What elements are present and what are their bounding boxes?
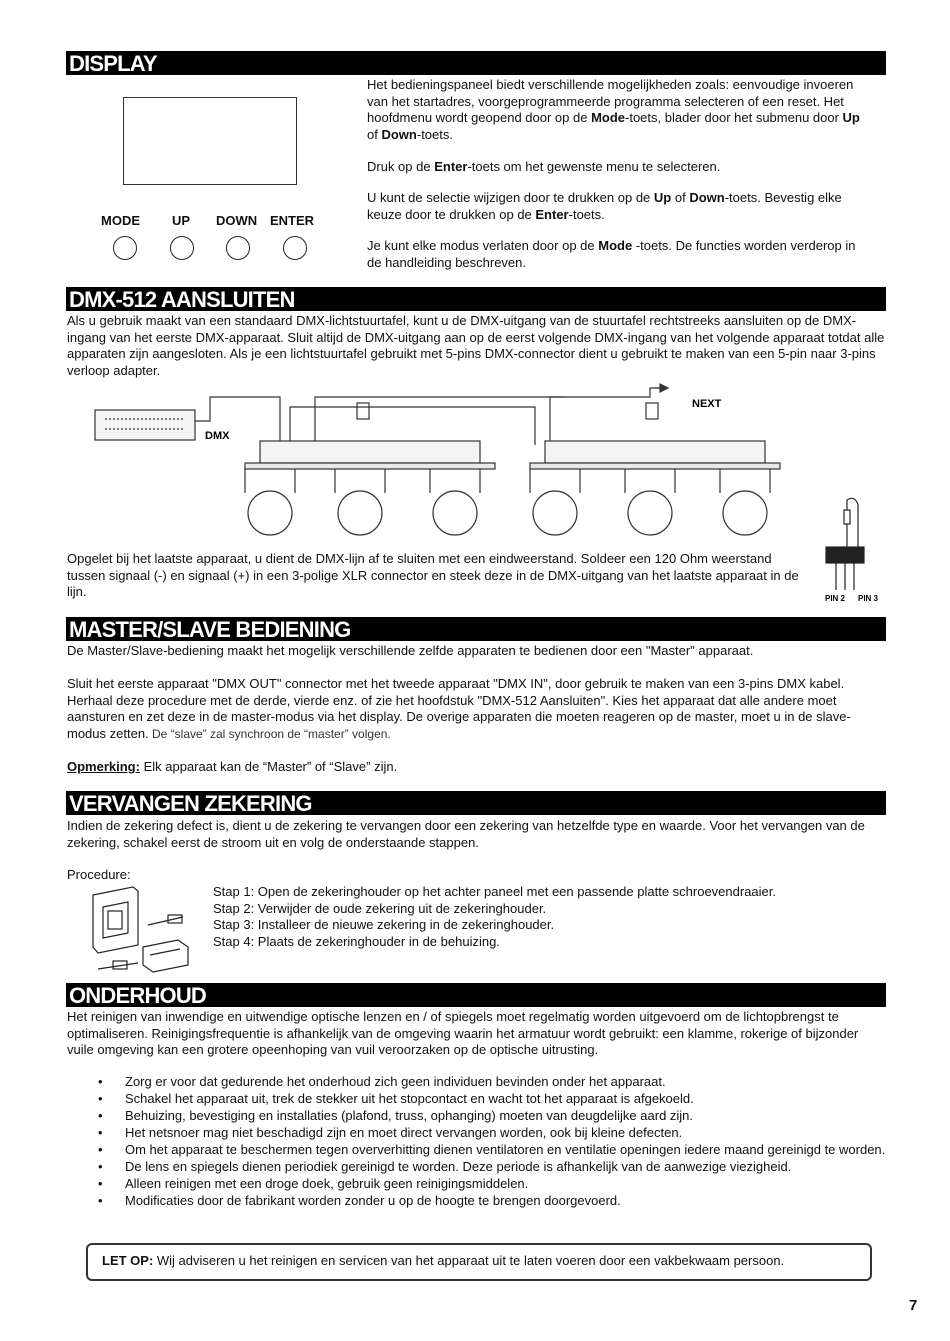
fuse-procedure-label: Procedure:	[67, 867, 131, 882]
fuse-step-1: Stap 1: Open de zekeringhouder op het achter paneel met een passende platte schroevendraaier.	[213, 884, 776, 899]
page-number: 7	[909, 1297, 918, 1314]
enter-button-icon	[283, 236, 307, 260]
fuse-step-3: Stap 3: Installeer de nieuwe zekering in de zekeringhouder.	[213, 917, 555, 932]
section-heading-maintenance: ONDERHOUD	[66, 983, 886, 1007]
display-paragraph-3: U kunt de selectie wijzigen door te drukken op de Up of Down-toets. Bevestig elke keuze door te drukken op de Enter-toets.	[367, 190, 842, 222]
note-label: LET OP:	[102, 1253, 154, 1268]
section-heading-dmx: DMX-512 AANSLUITEN	[66, 287, 886, 311]
list-item: • Schakel het apparaat uit, trek de stekker uit het stopcontact en wacht tot het apparaat is afgekoeld.	[98, 1091, 888, 1108]
button-label-mode: MODE	[101, 213, 140, 228]
list-item: • De lens en spiegels dienen periodiek gereinigd te worden. Deze periode is afhankelijk van de aanwezige viezigheid.	[98, 1159, 888, 1176]
master-paragraph-1: De Master/Slave-bediening maakt het mogelijk verschillende zelfde apparaten te bedienen door een "Master" apparaat.	[67, 643, 754, 658]
dmx-paragraph-2: Opgelet bij het laatste apparaat, u dient de DMX-lijn af te sluiten met een eindweerstand. Soldeer een 120 Ohm weerstand tussen signaal (-) en signaal (+) in een 3-polige XLR connector en steek deze in de DMX-uitgang van het laatste apparaat in de lijn.	[67, 551, 799, 599]
warning-note-box	[86, 1243, 872, 1281]
note-text: Wij adviseren u het reinigen en servicen van het apparaat uit te laten voeren door een vakbekwaam persoon.	[153, 1253, 785, 1268]
diagram-label-next: NEXT	[692, 398, 722, 410]
fuse-step-2: Stap 2: Verwijder de oude zekering uit de zekeringhouder.	[213, 901, 547, 916]
list-item: • Het netsnoer mag niet beschadigd zijn en moet direct vervangen worden, ook bij kleine defecten.	[98, 1125, 888, 1142]
fuse-paragraph-1: Indien de zekering defect is, dient u de zekering te vervangen door een zekering van hetzelfde type en waarde. Voor het vervangen van de zekering, schakel eerst de stroom uit en volg de onderstaande stappen.	[67, 818, 865, 850]
mode-button-icon	[113, 236, 137, 260]
dmx-paragraph-1: Als u gebruik maakt van een standaard DMX-lichtstuurtafel, kunt u de DMX-uitgang van de stuurtafel rechtstreeks aansluiten op de DMX-ingang van het eerste DMX-apparaat. Sluit altijd de DMX-uitgang aan op de eerst volgende DMX-ingang van het volgende apparaat totdat alle apparaten zijn aangesloten. Als je een lichtstuurtafel gebruikt met 5-pins DMX-connector dient u gebruikt te maken van een 5-pin naar 3-pins verloop adapter.	[67, 313, 885, 378]
display-paragraph-4: Je kunt elke modus verlaten door op de Mode -toets. De functies worden verderop in de handleiding beschreven.	[367, 238, 856, 270]
diagram-label-dmx: DMX	[205, 430, 230, 442]
list-item: • Om het apparaat te beschermen tegen oververhitting dienen ventilatoren en ventilatie openingen iedere maand gereinigd te worden.	[98, 1142, 888, 1159]
down-button-icon	[226, 236, 250, 260]
section-heading-display: DISPLAY	[66, 51, 886, 75]
section-heading-master-slave: MASTER/SLAVE BEDIENING	[66, 617, 886, 641]
list-item: • Zorg er voor dat gedurende het onderhoud zich geen individuen bevinden onder het apparaat.	[98, 1074, 888, 1091]
master-paragraph-2: Sluit het eerste apparaat "DMX OUT" connector met het tweede apparaat "DMX IN", door gebruik te maken van een 3-pins DMX kabel. Herhaal deze procedure met de derde, vierde enz. of zie het hoofdstuk "DMX-512 Aansluiten". Kies het apparaat dat alle andere moet aansturen en zet deze in de master-modus via het display. De overige apparaten die moeten reageren op de master, moet u in de slave-modus zetten. De “slave” zal synchroon de “master” volgen.	[67, 676, 851, 741]
display-paragraph-1: Het bedieningspaneel biedt verschillende mogelijkheden zoals: eenvoudige invoeren van het startadres, voorgeprogrammeerde programma selecteren of een reset. Het hoofdmenu wordt geopend door op de Mode-toets, blader door het submenu door Up of Down-toets.	[367, 77, 860, 142]
fuse-step-4: Stap 4: Plaats de zekeringhouder in de behuizing.	[213, 934, 500, 949]
master-remark: Opmerking: Elk apparaat kan de “Master” of “Slave” zijn.	[67, 759, 398, 774]
button-label-down: DOWN	[216, 213, 258, 228]
pin3-label: PIN 3	[858, 594, 879, 603]
button-label-enter: ENTER	[270, 213, 315, 228]
section-heading-fuse: VERVANGEN ZEKERING	[66, 791, 886, 815]
display-screen	[123, 97, 297, 185]
maintenance-paragraph-1: Het reinigen van inwendige en uitwendige optische lenzen en / of spiegels moet regelmatig worden uitgevoerd om de lichtopbrengst te optimaliseren. Reinigingsfrequentie is afhankelijk van de omgeving waarin het armatuur wordt gebruikt: een klamme, rokerige of bijzonder vuile omgeving kan een grotere opeenhoping van vuil veroorzaken op de optische uitrusting.	[67, 1009, 859, 1057]
list-item: • Behuizing, bevestiging en installaties (plafond, truss, ophanging) moeten van deugdelijke aard zijn.	[98, 1108, 888, 1125]
button-label-up: UP	[172, 213, 191, 228]
list-item: • Alleen reinigen met een droge doek, gebruik geen reinigingsmiddelen.	[98, 1176, 888, 1193]
fuse-holder-icon	[88, 885, 198, 977]
pin2-label: PIN 2	[825, 594, 846, 603]
display-paragraph-2: Druk op de Enter-toets om het gewenste menu te selecteren.	[367, 159, 721, 174]
list-item: • Modificaties door de fabrikant worden zonder u op de hoogte te brengen doorgevoerd.	[98, 1193, 888, 1210]
up-button-icon	[170, 236, 194, 260]
maintenance-list	[98, 1074, 888, 1210]
dmx-connection-diagram	[90, 383, 790, 548]
xlr-terminator-icon	[820, 495, 885, 605]
